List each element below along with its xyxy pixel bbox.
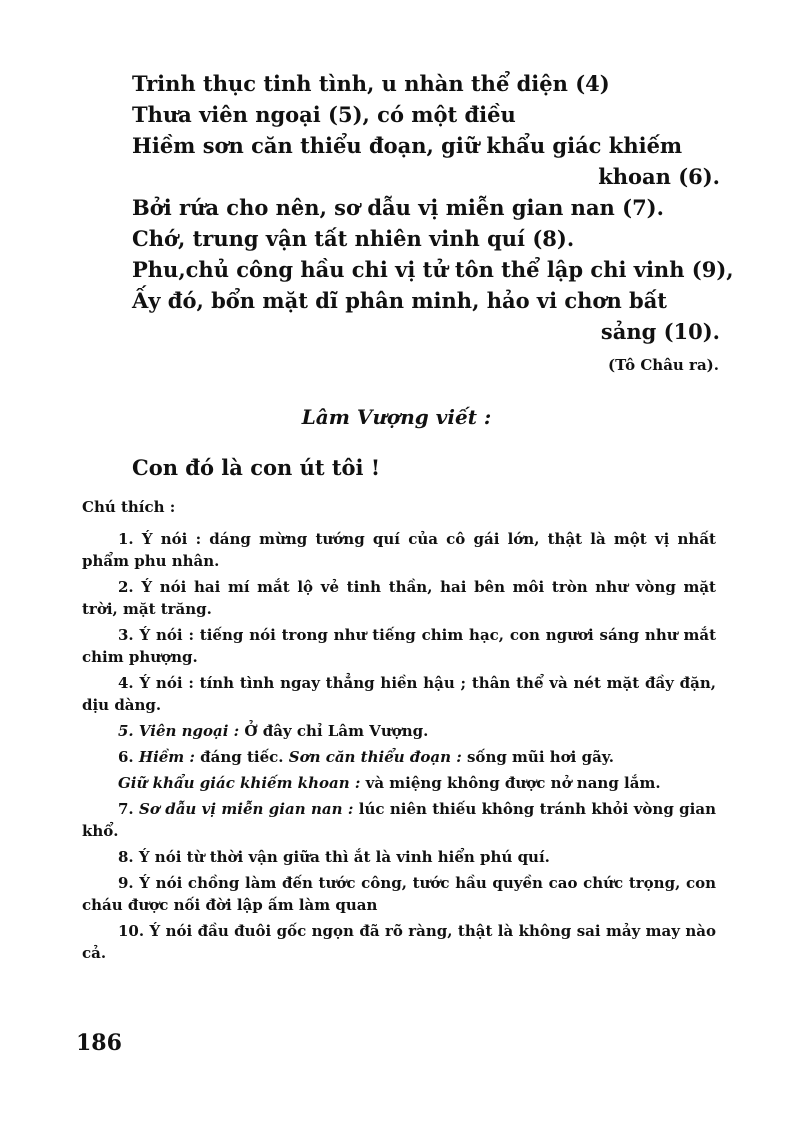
note-item: 8. Ý nói từ thời vận giữa thì ắt là vinh hiển phú quí.	[118, 848, 550, 866]
author-heading: Lâm Vượng viết :	[301, 405, 492, 429]
verse-line: Thưa viên ngoại (5), có một điều	[132, 102, 516, 127]
note-item: 1. Ý nói : dáng mừng tướng quí của cô gái lớn, thật là một vị nhất phẩm phu nhân.	[82, 530, 716, 570]
note-item: 2. Ý nói hai mí mắt lộ vẻ tinh thần, hai bên môi tròn như vòng mặt trời, mặt trăng.	[82, 578, 716, 618]
verse-line: Chớ, trung vận tất nhiên vinh quí (8).	[132, 226, 575, 251]
note-item: 9. Ý nói chồng làm đến tước công, tước hầu quyền cao chức trọng, con cháu được nối đời lập ấm làm quan	[82, 874, 716, 914]
note-item: 4. Ý nói : tính tình ngay thẳng hiền hậu ; thân thể và nét mặt đầy đặn, dịu dàng.	[82, 674, 716, 714]
source-attribution: (Tô Châu ra).	[608, 356, 719, 374]
verse-line-continuation: sảng (10).	[600, 319, 720, 344]
notes-title: Chú thích :	[82, 498, 176, 516]
note-item: 6. Hiềm : đáng tiếc. Sơn căn thiểu đoạn : sống mũi hơi gãy.	[118, 748, 615, 766]
verse-line: Hiềm sơn căn thiểu đoạn, giữ khẩu giác khiếm	[132, 133, 683, 158]
verse-line-continuation: khoan (6).	[598, 164, 720, 189]
note-item: 10. Ý nói đầu đuôi gốc ngọn đã rõ ràng, thật là không sai mảy may nào cả.	[82, 922, 716, 962]
notes-block	[82, 528, 716, 968]
page-number: 186	[76, 1030, 122, 1056]
verse-line: Phu,chủ công hầu chi vị tử tôn thể lập chi vinh (9),	[132, 257, 734, 282]
verse-block	[132, 68, 734, 347]
verse-line: Bởi rứa cho nên, sơ dẫu vị miễn gian nan (7).	[132, 195, 664, 220]
note-item: 5. Viên ngoại : Ở đây chỉ Lâm Vượng.	[118, 722, 429, 740]
note-item: 3. Ý nói : tiếng nói trong như tiếng chim hạc, con ngươi sáng như mắt chim phượng.	[82, 626, 716, 666]
note-item: 7. Sơ dẫu vị miễn gian nan : lúc niên thiếu không tránh khỏi vòng gian khổ.	[82, 800, 716, 840]
verse-line: Trinh thục tinh tình, u nhàn thể diện (4)	[132, 71, 610, 96]
closing-line: Con đó là con út tôi !	[132, 455, 381, 480]
verse-line: Ấy đó, bổn mặt dĩ phân minh, hảo vi chơn bất	[132, 288, 668, 313]
note-item: Giữ khẩu giác khiếm khoan : và miệng không được nở nang lắm.	[118, 774, 661, 792]
